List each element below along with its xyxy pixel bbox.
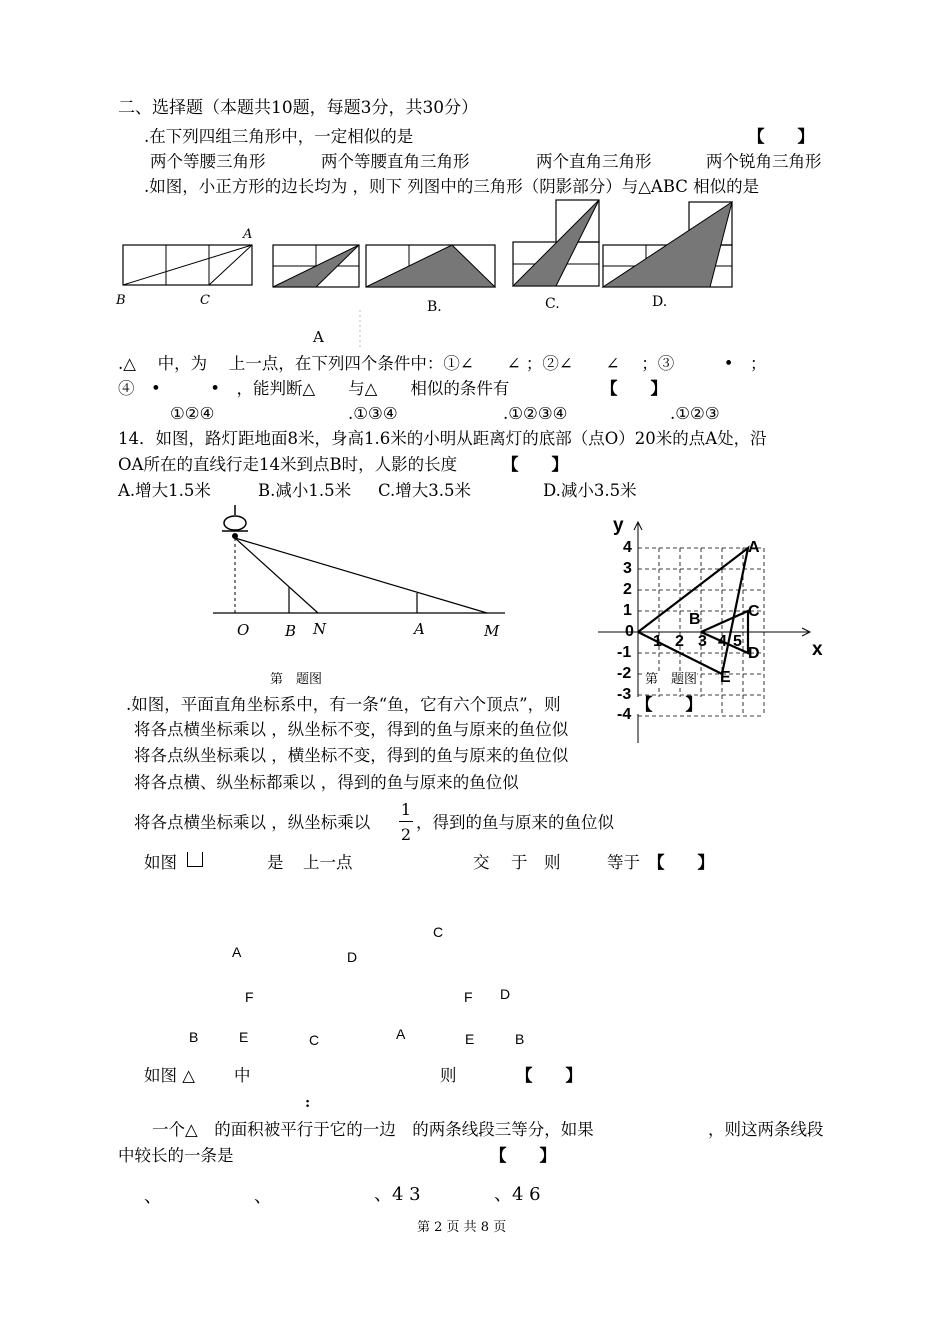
y-tick-1: 1	[623, 602, 632, 619]
q11-bracket: 【 】	[748, 127, 814, 146]
q15-option-c: 将各点横、纵坐标都乘以 ，得到的鱼与原来的鱼位似	[134, 773, 519, 792]
q16-part-3: 上一点	[303, 853, 353, 872]
q14-option-c: C.增大3.5米	[378, 481, 472, 500]
q15-option-d: 将各点横坐标乘以 ，纵坐标乘以	[134, 813, 371, 832]
q16-fig1-label-d: D	[347, 949, 358, 965]
x-tick-4: 4	[718, 633, 727, 650]
q13-option-b: .①③④	[348, 404, 398, 423]
q16-part-2: 是	[267, 853, 284, 872]
q15-option-a: 将各点横坐标乘以 ，纵坐标不变，得到的鱼与原来的鱼位似	[134, 720, 569, 739]
q13-option-a: ①②④	[170, 404, 215, 423]
q15-axis-x: x	[812, 639, 823, 660]
q12-label-b: B	[116, 293, 126, 308]
q12-label-a: A	[243, 227, 253, 242]
q14-lamp-figure	[200, 505, 520, 640]
q11-option-b: 两个等腰直角三角形	[321, 152, 470, 171]
y-tick-4: 4	[623, 539, 632, 556]
q16-fig1-label-a: A	[232, 944, 242, 960]
q12-option-a-label: A	[313, 328, 324, 346]
y-tick-neg4: -4	[617, 706, 632, 723]
q11-option-d: 两个锐角三角形	[706, 152, 822, 171]
section-header: 二、选择题（本题共10题，每题3分，共30分）	[118, 98, 479, 118]
q11-option-c: 两个直角三角形	[536, 152, 652, 171]
q16-part-5: 于	[511, 853, 528, 872]
y-tick-neg3: -3	[617, 686, 632, 703]
q15-fraction-bar	[399, 821, 413, 822]
q14-label-m: M	[484, 622, 500, 640]
q14-line2: OA所在的直线行走14米到点B时，人影的长度	[118, 455, 458, 474]
q15-point-b: B	[689, 611, 701, 628]
q18-line2: 中较长的一条是	[118, 1146, 234, 1165]
q13-line2: ④ • • ，能判断△ 与△ 相似的条件有	[118, 379, 510, 398]
q15-point-e: E	[720, 669, 731, 686]
q16-fig1-label-f: F	[245, 989, 254, 1005]
lamp-icon	[222, 505, 248, 539]
y-tick-0: 0	[625, 623, 634, 640]
q12-option-b-figure	[366, 245, 495, 287]
q18-option-a: 、	[144, 1186, 162, 1207]
q17-bracket: 【 】	[516, 1066, 582, 1085]
q14-label-a: A	[414, 620, 425, 638]
q13-option-d: .①②③	[670, 404, 720, 423]
q14-option-b: B.减小1.5米	[258, 481, 352, 500]
q14-line1: 14．如图，路灯距地面8米，身高1.6米的小明从距离灯的底部（点O）20米的点A处，沿	[118, 429, 767, 448]
q14-option-d: D.减小3.5米	[543, 481, 637, 500]
q16-fig2-label-d: D	[500, 986, 511, 1002]
q15-caption: 第 题图	[645, 672, 698, 687]
q12-option-d-label: D.	[652, 294, 668, 310]
q14-caption: 第 题图	[270, 672, 323, 687]
q11-option-a: 两个等腰三角形	[150, 152, 266, 171]
q12-option-a-figure	[273, 245, 359, 287]
q18-option-d: 、4 6	[494, 1184, 541, 1205]
q14-option-a: A.增大1.5米	[118, 481, 211, 500]
q12-stem: .如图，小正方形的边长均为 ，则下 列图中的三角形（阴影部分）与△ABC 相似的是	[144, 177, 760, 196]
q16-bracket: 【 】	[648, 853, 714, 872]
q16-part-1: 如图	[144, 853, 177, 872]
page-footer: 第 2 页 共 8 页	[417, 1220, 507, 1235]
q12-reference-grid	[123, 245, 252, 285]
q15-option-b: 将各点纵坐标乘以 ，横坐标不变，得到的鱼与原来的鱼位似	[134, 746, 569, 765]
q15-option-d-tail: ，得到的鱼与原来的鱼位似	[416, 813, 614, 832]
q15-axis-y: y	[613, 515, 624, 536]
q14-bracket: 【 】	[502, 455, 568, 474]
q12-option-c-label: C.	[545, 296, 560, 312]
q13-bracket: 【 】	[601, 379, 667, 398]
q12-option-c-figure	[513, 200, 599, 286]
q15-point-d: D	[748, 645, 760, 662]
q16-fig2-label-b: B	[515, 1031, 525, 1047]
q15-bracket: 【 】	[636, 695, 702, 714]
q12-figures	[110, 195, 850, 355]
q15-point-c: C	[748, 603, 760, 620]
q17-colon: :	[305, 1095, 311, 1111]
y-tick-2: 2	[623, 581, 632, 598]
q14-label-b: B	[285, 622, 297, 640]
q15-stem: .如图，平面直角坐标系中，有一条“鱼，它有六个顶点”，则	[126, 695, 561, 714]
y-tick-neg1: -1	[617, 644, 632, 661]
q14-label-n: N	[313, 620, 327, 638]
y-tick-neg2: -2	[617, 665, 632, 682]
q16-fig1-label-b: B	[189, 1029, 199, 1045]
q16-fig2-label-e: E	[465, 1031, 475, 1047]
q15-fraction-num: 1	[400, 800, 412, 819]
q16-fig1-label-c: C	[309, 1032, 320, 1048]
q16-fig1-label-e: E	[239, 1029, 249, 1045]
q17-part-3: 则	[440, 1066, 457, 1085]
q16-fig2-label-f: F	[464, 989, 473, 1005]
x-tick-3: 3	[698, 633, 707, 650]
q16-fig2-label-c: C	[433, 924, 444, 940]
q16-fig2-label-a: A	[396, 1026, 406, 1042]
x-tick-2: 2	[675, 633, 684, 650]
x-tick-1: 1	[653, 633, 662, 650]
q14-label-o: O	[237, 621, 250, 639]
q15-point-a: A	[748, 539, 760, 556]
q13-option-c: .①②③④	[503, 404, 568, 423]
q18-option-c: 、4 3	[374, 1184, 421, 1205]
q16-part-4: 交	[473, 853, 490, 872]
q15-fraction-den: 2	[400, 825, 412, 844]
q18-bracket: 【 】	[490, 1146, 556, 1165]
q12-option-b-label: B.	[427, 299, 442, 315]
q16-part-6: 则	[544, 853, 561, 872]
q13-line1: .△ 中，为 上一点，在下列四个条件中：①∠ ∠ ；②∠ ∠ ；③ • ；	[118, 354, 767, 373]
q12-label-c: C	[200, 293, 210, 308]
q18-line1b: ，则这两条线段	[708, 1120, 824, 1139]
q16-part-7: 等于	[607, 853, 640, 872]
q11-stem: .在下列四组三角形中，一定相似的是	[144, 127, 414, 146]
q18-option-b: 、	[254, 1186, 272, 1207]
q17-part-2: 中	[234, 1066, 251, 1085]
y-tick-3: 3	[623, 560, 632, 577]
x-tick-5: 5	[733, 633, 742, 650]
parallelogram-icon	[187, 852, 203, 867]
q18-line1a: 一个△ 的面积被平行于它的一边 的两条线段三等分，如果	[152, 1120, 594, 1139]
q17-part-1: 如图 △	[144, 1066, 195, 1085]
q12-option-d-figure	[603, 202, 732, 287]
